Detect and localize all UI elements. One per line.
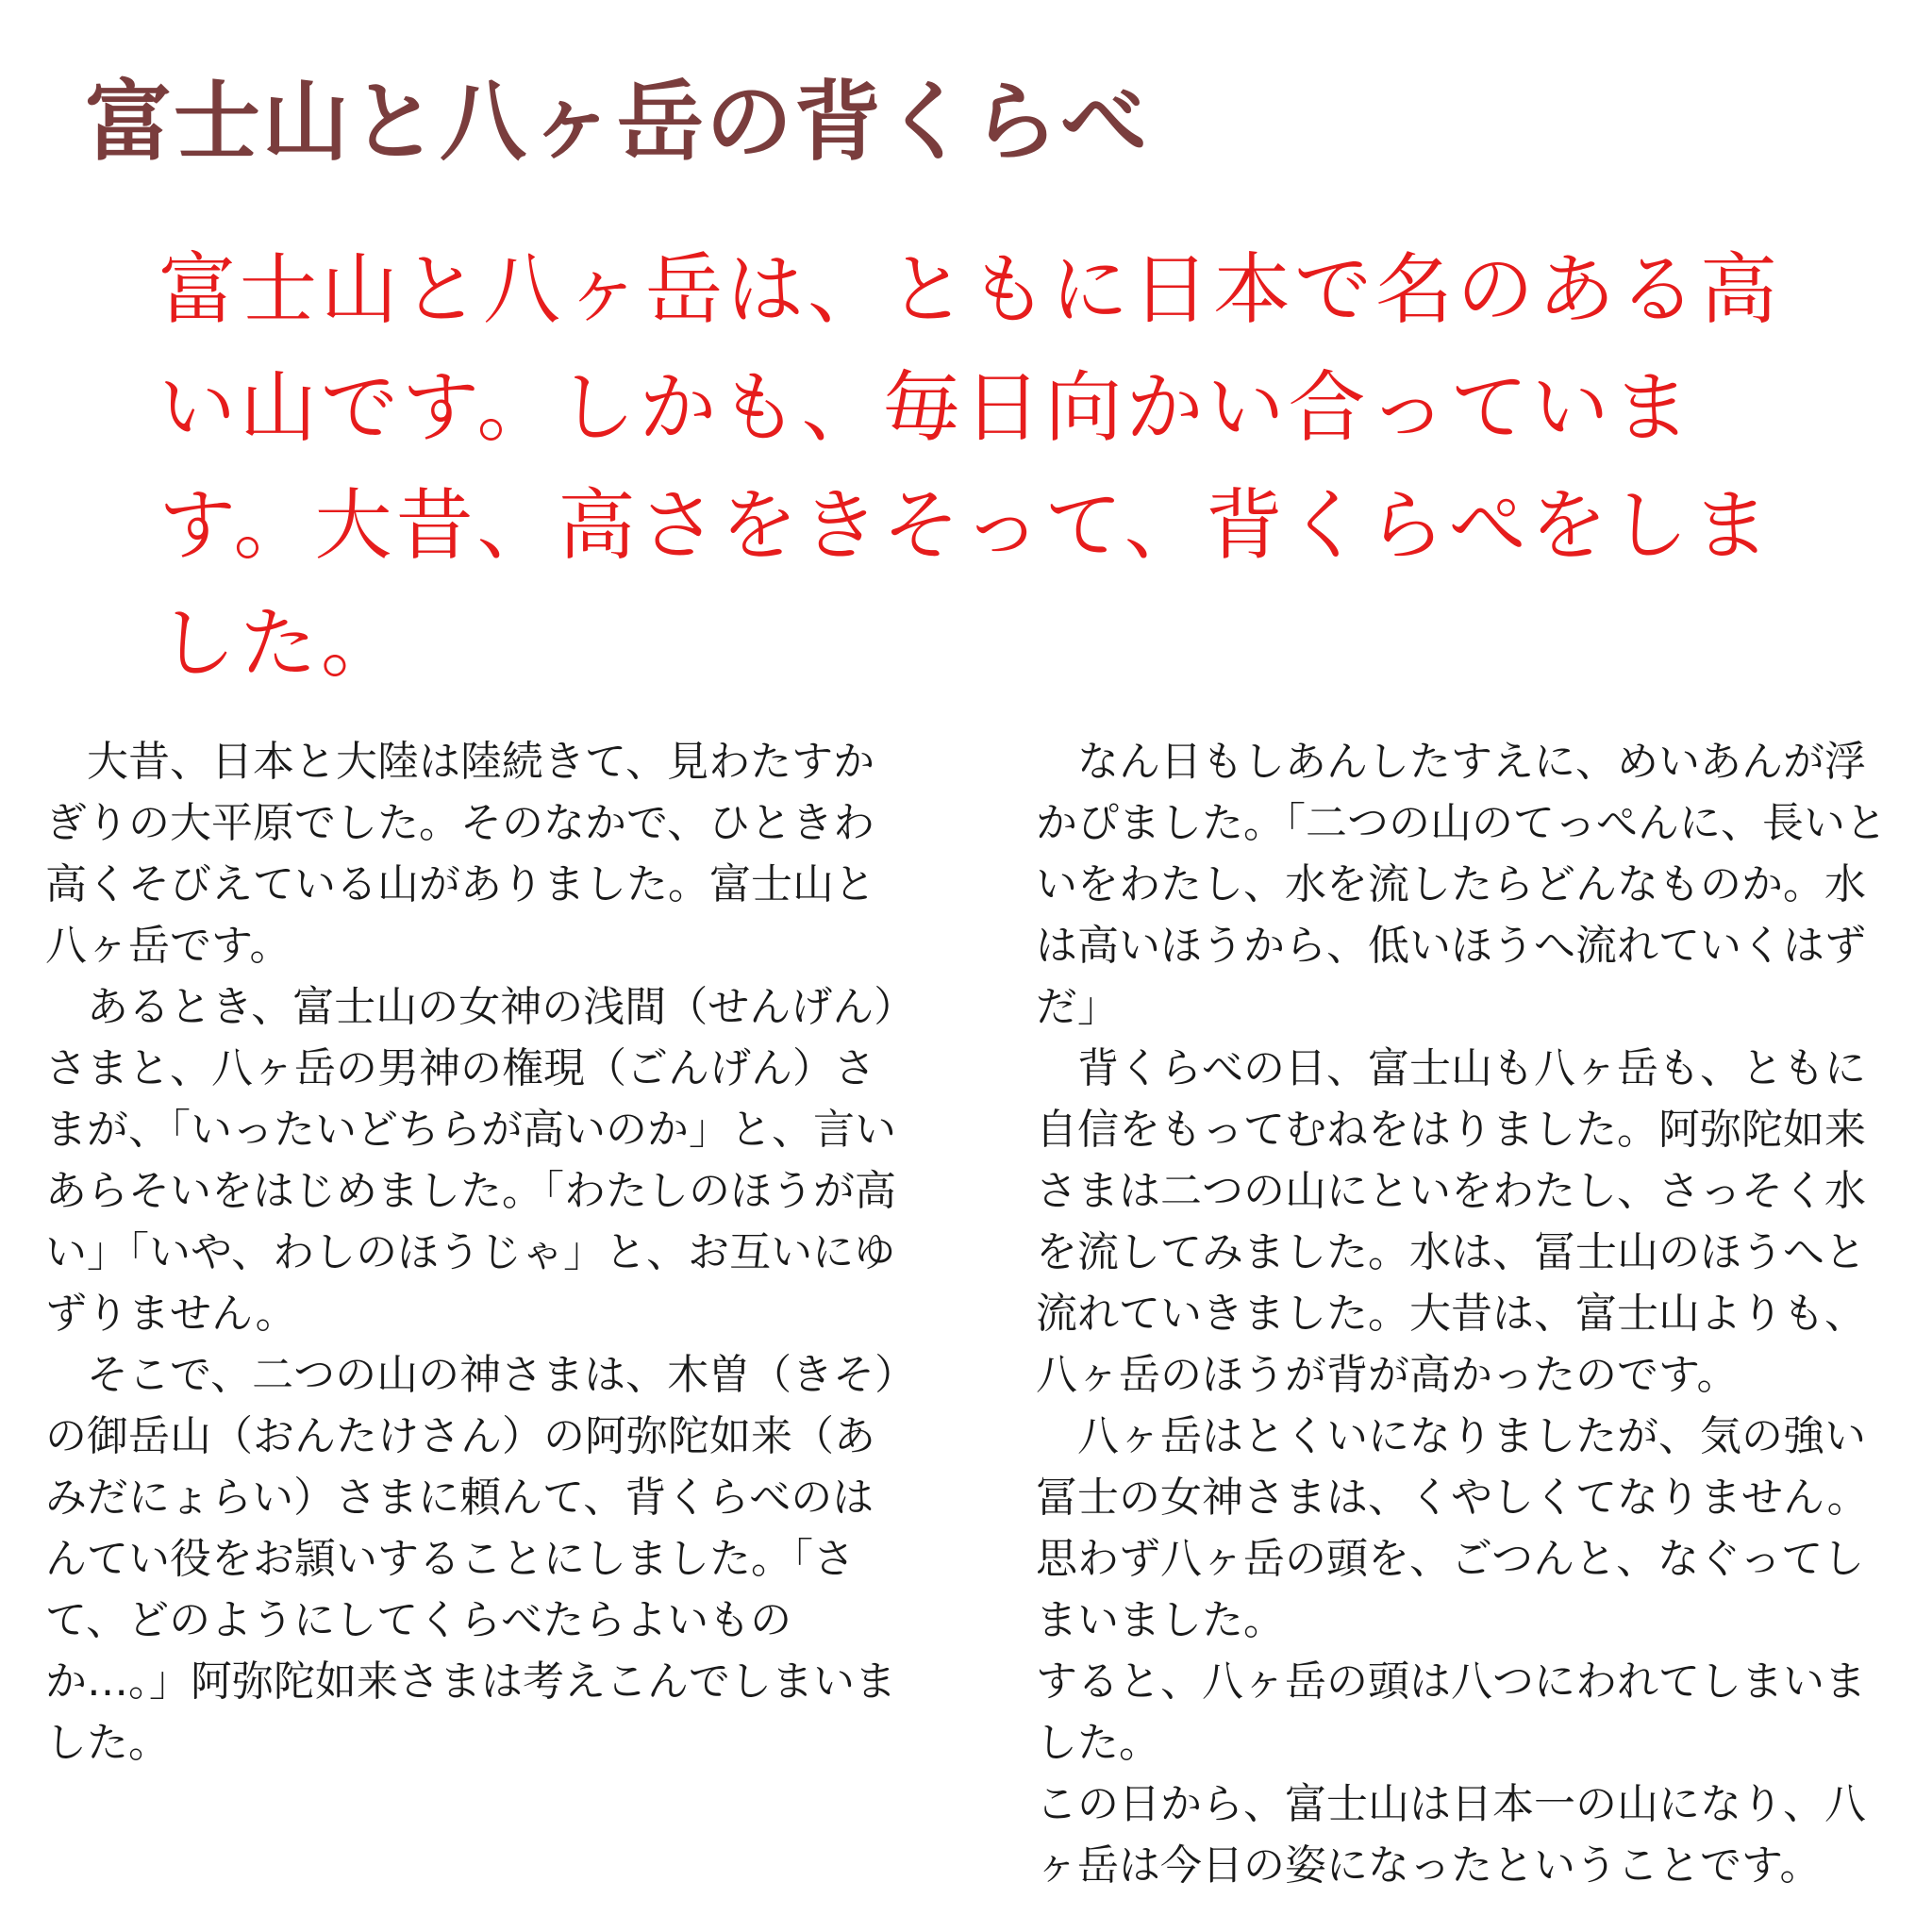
text-line: か…。」阿弥陀如来さまは考えこんでしまいま — [45, 1657, 896, 1706]
story-column-right — [1036, 731, 1904, 1896]
lead-line: した。 — [158, 599, 403, 689]
lead-line: 富士山と八ヶ岳は、ともに日本で名のある高 — [158, 245, 1782, 335]
lead-paragraph — [158, 231, 1800, 703]
text-line: 八ヶ岳です。 — [45, 922, 291, 970]
text-line: だ」 — [1036, 983, 1119, 1031]
text-line: 八ヶ岳のほうが背が高かったのです。 — [1036, 1351, 1739, 1399]
text-line: 高くそびえている山がありました。富士山と — [45, 860, 875, 908]
text-line: ずりません。 — [45, 1290, 297, 1338]
text-line: て、どのようにしてくらべたらよいもの — [45, 1596, 792, 1644]
text-line: んてい役をお頴いすることにしました。「さ — [45, 1535, 855, 1583]
text-line: い」「いや、わしのほうじゃ」と、お互いにゆ — [45, 1228, 896, 1276]
text-line: 大昔、日本と大陸は陸続きて、見わたすか — [45, 738, 875, 786]
text-line: なん日もしあんしたすえに、めいあんが浮 — [1036, 738, 1866, 786]
text-line: は高いほうから、低いほうへ流れていくはず — [1036, 922, 1866, 970]
text-line: を流してみました。水は、冨士山のほうへと — [1036, 1228, 1866, 1276]
text-line: あるとき、富士山の女神の浅間（せんげん） — [45, 983, 916, 1031]
text-line: の御岳山（おんたけさん）の阿弥陀如来（あ — [45, 1412, 875, 1460]
text-line: まが、「いったいどちらが高いのか」と、言い — [45, 1106, 896, 1154]
text-line: あらそいをはじめました。「わたしのほうが高 — [45, 1167, 896, 1215]
lead-line: い山です。しかも、毎日向かい合っていま — [158, 363, 1694, 453]
text-line: 思わず八ヶ岳の頭を、ごつんと、なぐってし — [1036, 1535, 1865, 1583]
text-line: ヶ岳は今日の姿になったということです。 — [1036, 1841, 1822, 1890]
text-line: した。 — [45, 1719, 170, 1767]
text-line: いをわたし、水を流したらどんなものか。水 — [1036, 860, 1866, 908]
text-line: すると、八ヶ岳の頭は八つにわれてしまいま — [1036, 1657, 1866, 1706]
text-line: した。 — [1036, 1719, 1160, 1767]
story-column-left — [45, 731, 970, 1774]
text-line: 流れていきました。大昔は、富士山よりも、 — [1036, 1290, 1866, 1338]
text-line: 冨士の女神さまは、くやしくてなりません。 — [1036, 1474, 1869, 1522]
text-line: そこで、二つの山の神さまは、木曽（きそ） — [45, 1351, 917, 1399]
text-line: 背くらべの日、富士山も八ヶ岳も、ともに — [1036, 1044, 1866, 1092]
text-line: さまは二つの山にといをわたし、さっそく水 — [1036, 1167, 1866, 1215]
text-line: 八ヶ岳はとくいになりましたが、気の強い — [1036, 1412, 1866, 1460]
text-line: まいました。 — [1036, 1596, 1285, 1644]
text-line: この日から、富士山は日本一の山になり、八 — [1036, 1780, 1866, 1828]
text-line: みだにょらい）さまに頼んて、背くらべのは — [45, 1474, 874, 1522]
text-line: ぎりの大平原でした。そのなかで、ひときわ — [45, 799, 875, 847]
text-line: かぴました。「二つの山のてっぺんに、長いと — [1036, 799, 1887, 847]
lead-line: す。大昔、高さをきそって、背くらぺをしま — [158, 481, 1774, 571]
text-line: さまと、八ヶ岳の男神の権現（ごんげん）さ — [45, 1044, 875, 1092]
page-title: 富士山と八ヶ岳の背くらべ — [85, 72, 1150, 173]
text-line: 自信をもってむねをはりました。阿弥陀如来 — [1036, 1106, 1866, 1154]
